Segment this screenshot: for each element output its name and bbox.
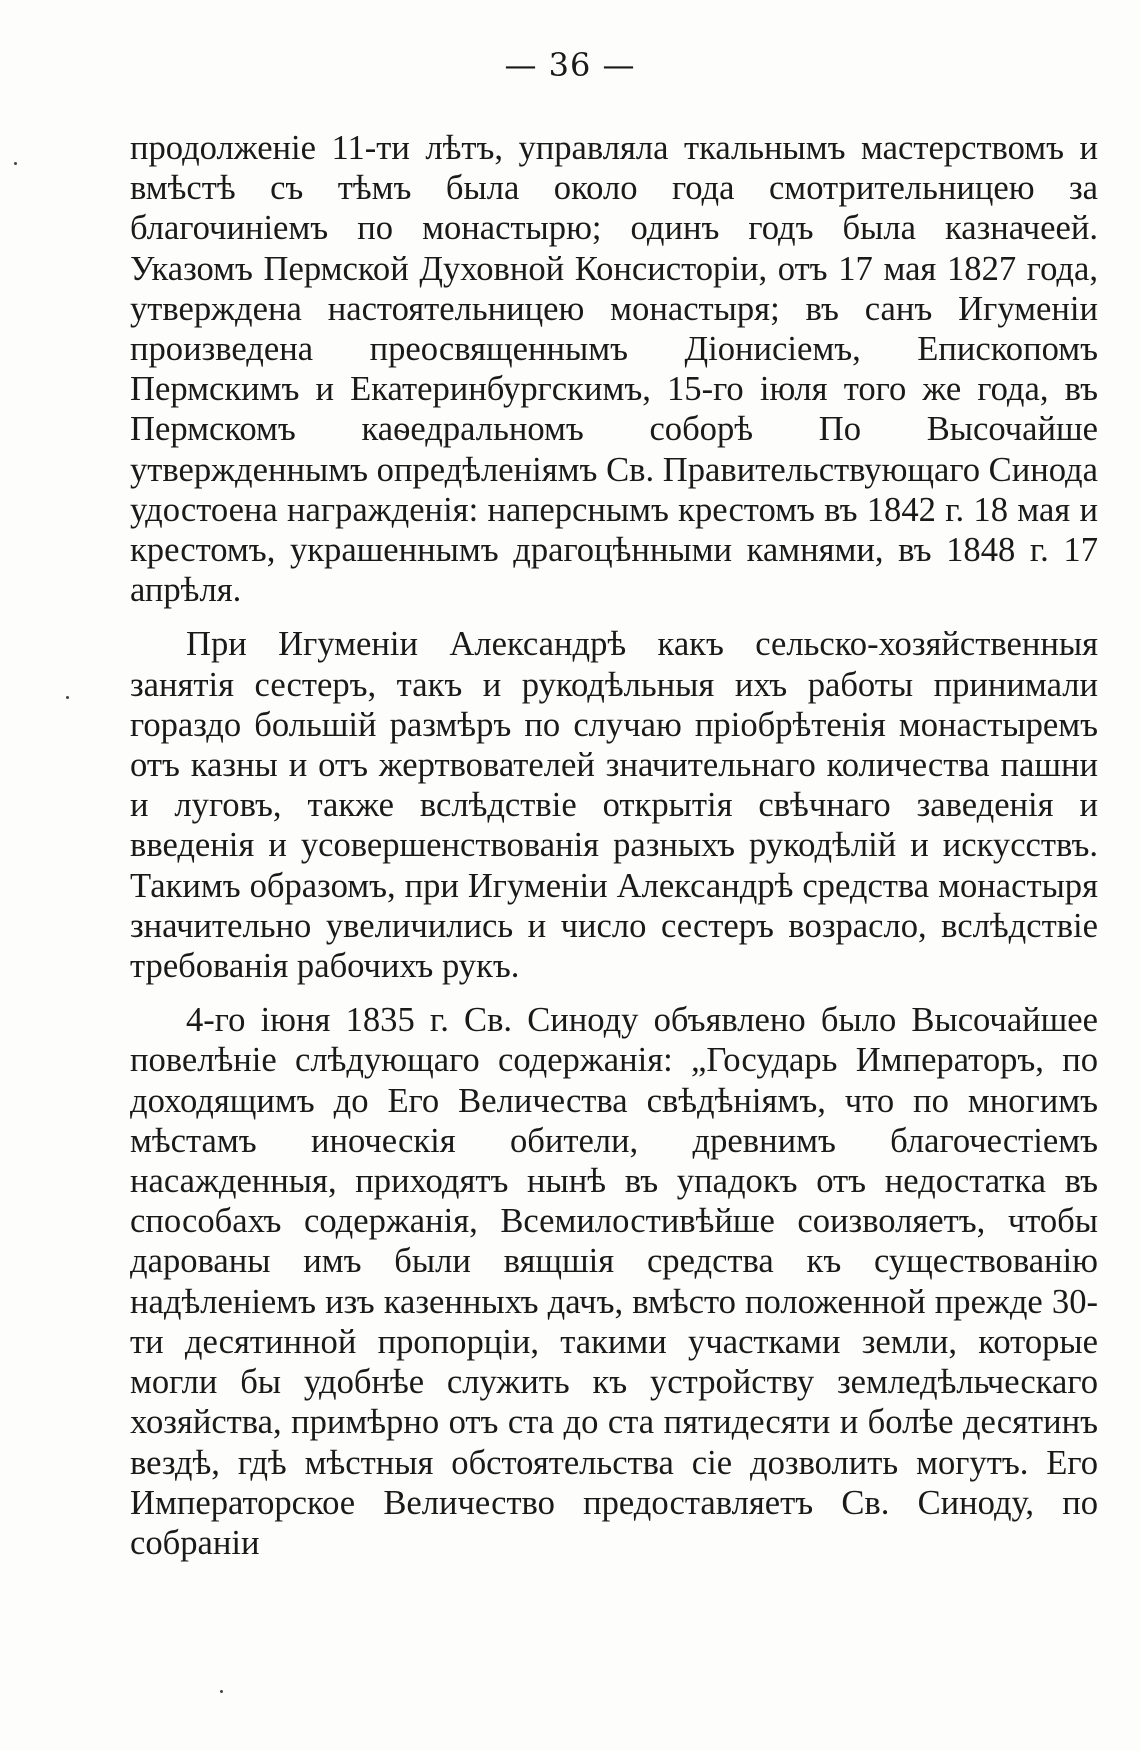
scan-speck — [66, 696, 69, 699]
scan-speck — [220, 1690, 223, 1693]
body-text — [130, 128, 1098, 1577]
paragraph-abbess-alexandra: При Игуменіи Александрѣ какъ сельско-хозяйственныя занятія сестеръ, такъ и рукодѣльныя ихъ работы принимали гораздо большій размѣръ по случаю пріобрѣтенія монастыремъ отъ казны и отъ жертвователей значительнаго количества пашни и луговъ, также вслѣдствіе открытія свѣчнаго заведенія и введенія и усовершенствованія разныхъ рукодѣлій и искусствъ. Такимъ образомъ, при Игуменіи Александрѣ средства монастыря значительно увеличились и число сестеръ возрасло, вслѣдствіе требованія рабочихъ рукъ. — [130, 625, 1098, 986]
page-number: — 36 — — [504, 46, 636, 84]
paragraph-continuation: продолженіе 11-ти лѣтъ, управляла ткальнымъ мастерствомъ и вмѣстѣ съ тѣмъ была около года смотрительницею за благочиніемъ по монастырю; одинъ годъ была казначеей. Указомъ Пермской Духовной Консисторіи, отъ 17 мая 1827 года, утверждена настоятельницею монастыря; въ санъ Игуменіи произведена преосвященнымъ Діонисіемъ, Епископомъ Пермскимъ и Екатеринбургскимъ, 15-го іюля того же года, въ Пермскомъ каѳедральномъ соборѣ По Высочайше утвержденнымъ опредѣленіямъ Св. Правительствующаго Синода удостоена награжденія: наперснымъ крестомъ въ 1842 г. 18 мая и крестомъ, украшеннымъ драгоцѣнными камнями, въ 1848 г. 17 апрѣля. — [130, 129, 1098, 610]
paragraph-imperial-decree: 4-го іюня 1835 г. Св. Синоду объявлено было Высочайшее повелѣніе слѣдующаго содержанія: „Государь Императоръ, по доходящимъ до Его Величества свѣдѣніямъ, что по многимъ мѣстамъ иноческія обители, древнимъ благочестіемъ насажденныя, приходятъ нынѣ въ упадокъ отъ недостатка въ способахъ содержанія, Всемилостивѣйше соизволяетъ, чтобы дарованы имъ были вящшія средства къ существованію надѣленіемъ изъ казенныхъ дачъ, вмѣсто положенной прежде 30-ти десятинной пропорціи, такими участками земли, которые могли бы удобнѣе служить къ устройству земледѣльческаго хозяйства, примѣрно отъ ста до ста пятидесяти и болѣе десятинъ вездѣ, гдѣ мѣстныя обстоятельства сіе дозволить могутъ. Его Императорское Величество предоставляетъ Св. Синоду, по собраніи — [130, 1001, 1098, 1562]
scan-speck — [14, 162, 17, 165]
